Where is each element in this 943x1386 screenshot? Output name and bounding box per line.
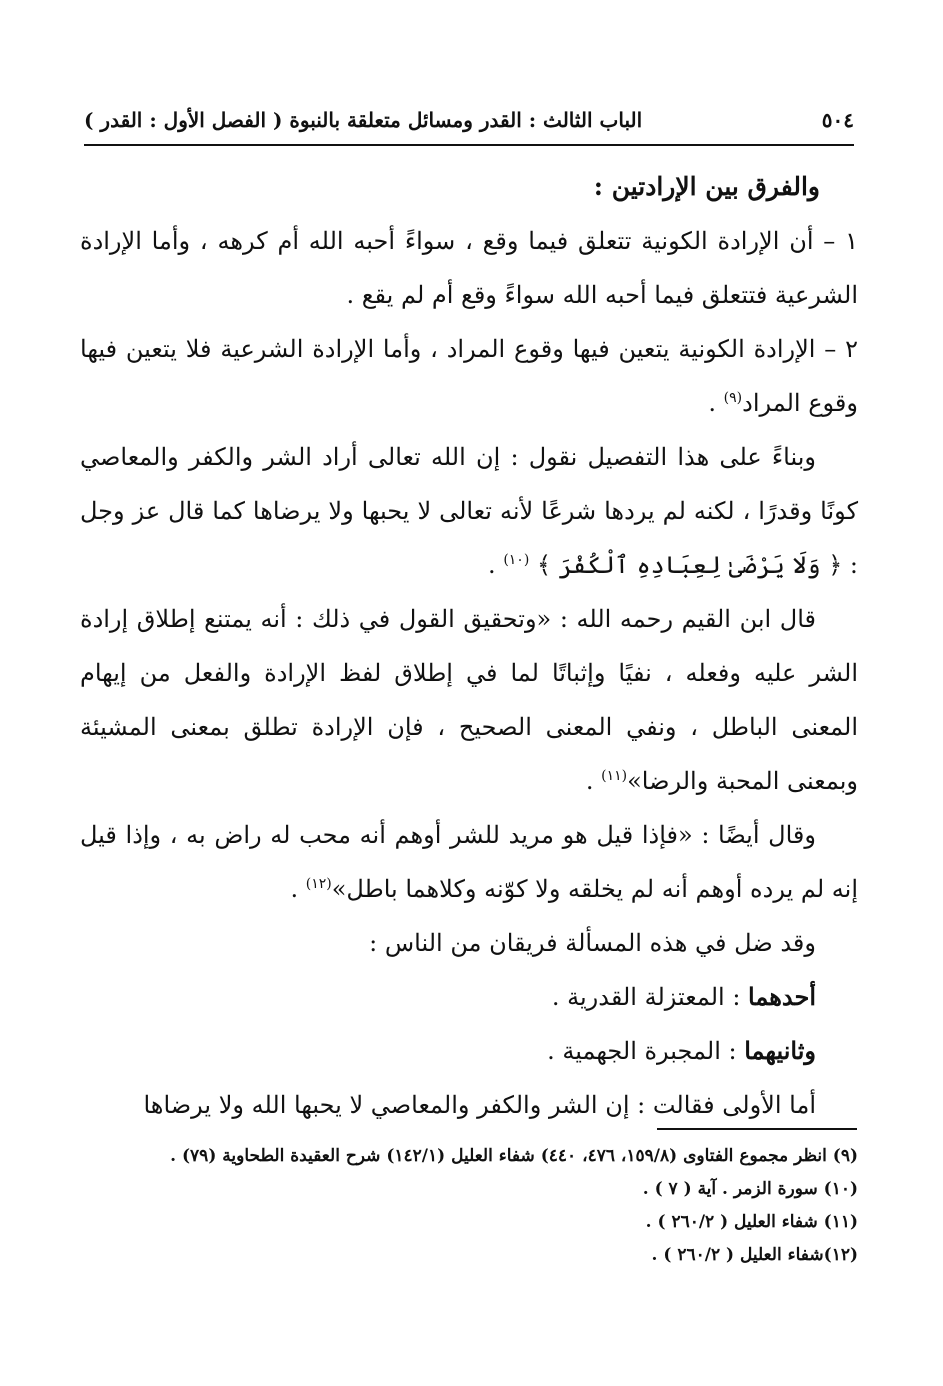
footnote-ref-9: (٩): [723, 390, 743, 406]
paragraph-2-text: ٢ – الإرادة الكونية يتعين فيها وقوع المراد ، وأما الإرادة الشرعية فلا يتعين فيها وقوع المراد: [80, 335, 858, 417]
page-header: [84, 104, 854, 146]
running-title: الباب الثالث : القدر ومسائل متعلقة بالنبوة ( الفصل الأول : القدر ): [84, 108, 643, 132]
footnote-ref-11: (١١): [601, 768, 628, 784]
paragraph-2-end: .: [708, 389, 724, 417]
group-one-text: : المعتزلة القدرية .: [551, 983, 749, 1011]
paragraph-5-end: .: [290, 875, 306, 903]
footnote-separator: [657, 1128, 857, 1130]
main-text: [80, 160, 858, 1132]
paragraph-4: [80, 592, 858, 808]
group-one: [80, 970, 858, 1024]
footnote-11: (١١) شفاء العليل ( ٢٦٠/٢ ) .: [645, 1212, 858, 1232]
paragraph-5-text: وقال أيضًا : «فإذا قيل هو مريد للشر أوهم أنه محب له راض به ، وإذا قيل إنه لم يرده أوهم أنه لم يخلقه ولا كوّنه وكلاهما باطل»: [80, 821, 858, 903]
footnote-ref-12: (١٢): [305, 876, 332, 892]
page-number: ٥٠٤: [821, 108, 854, 132]
group-two: [80, 1024, 858, 1078]
paragraph-2: [80, 322, 858, 430]
paragraph-3-end: .: [488, 551, 504, 579]
paragraph-1: ١ – أن الإرادة الكونية تتعلق فيما وقع ، سواءً أحبه الله أم كرهه ، وأما الإرادة الشرعية فتتعلق فيما أحبه الله سواءً وقع أم لم يقع .: [80, 227, 858, 309]
paragraph-6: وقد ضل في هذه المسألة فريقان من الناس :: [369, 929, 816, 957]
section-heading: والفرق بين الإرادتين :: [593, 172, 820, 201]
footnote-ref-10: (١٠): [503, 552, 530, 568]
paragraph-4-end: .: [585, 767, 602, 795]
footnote-12: (١٢)شفاء العليل ( ٢٦٠/٢ ) .: [651, 1245, 858, 1265]
footnote-9: (٩) انظر مجموع الفتاوى (١٥٩/٨، ٤٧٦، ٤٤٠) شفاء العليل (١٤٢/١) شرح العقيدة الطحاوية (٧٩) .: [170, 1146, 858, 1166]
group-one-label: أحدهما: [748, 982, 816, 1011]
group-two-label: وثانيهما: [744, 1036, 816, 1065]
footnotes: [80, 1140, 858, 1272]
paragraph-3-text: وبناءً على هذا التفصيل نقول : إن الله تعالى أراد الشر والكفر والمعاصي كونًا وقدرًا ، لكنه لم يردها شرعًا لأنه تعالى لا يحبها ولا يرضاها كما قال عز وجل :: [80, 443, 858, 579]
paragraph-9: أما الأولى فقالت : إن الشر والكفر والمعاصي لا يحبها الله ولا يرضاها: [143, 1091, 816, 1119]
quran-verse: ﴿ وَلَا يَرْضَىٰ لِعِبَادِهِ ٱلْكُفْرَ ﴾: [536, 551, 843, 579]
group-two-text: : المجبرة الجهمية .: [547, 1037, 745, 1065]
paragraph-4-text: قال ابن القيم رحمه الله : «وتحقيق القول في ذلك : أنه يمتنع إطلاق إرادة الشر عليه وفعله ، نفيًا وإثباتًا لما في إطلاق لفظ الإرادة والفعل من إيهام المعنى الباطل ، ونفي المعنى الصحيح ، فإن الإرادة تطلق بمعنى المشيئة وبمعنى المحبة والرضا»: [80, 605, 858, 795]
footnote-10: (١٠) سورة الزمر . آية ( ٧ ) .: [642, 1179, 858, 1199]
paragraph-3: [80, 430, 858, 592]
paragraph-5: [80, 808, 858, 916]
